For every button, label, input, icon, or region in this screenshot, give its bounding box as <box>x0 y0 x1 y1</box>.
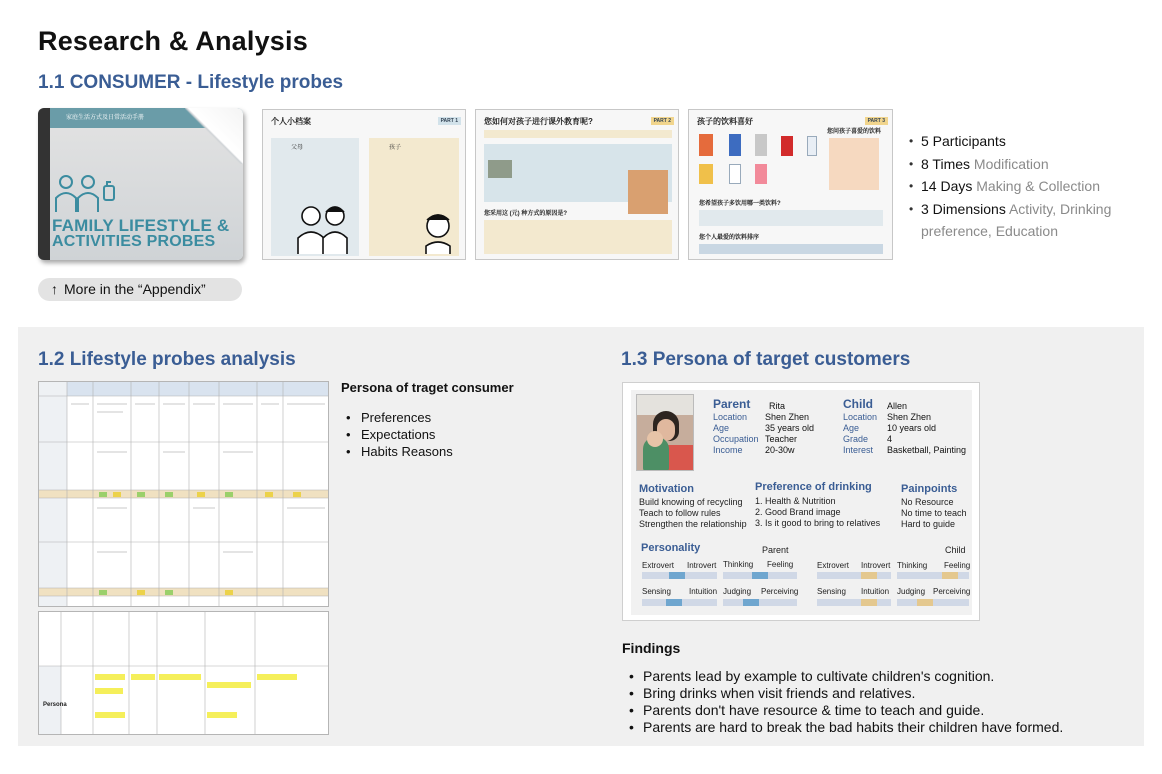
book-title-line1: FAMILY LIFESTYLE & <box>52 216 230 235</box>
page-curl <box>185 108 243 164</box>
parent-label: 父母 <box>291 145 304 151</box>
field-label: Grade <box>843 434 869 444</box>
arrow-up-icon: ↑ <box>51 281 58 297</box>
field-value: 20-30w <box>765 445 795 455</box>
stat-item: • 8 Times Modification <box>909 153 1149 176</box>
drink-water <box>807 136 817 156</box>
probe-stats-list <box>909 130 1149 243</box>
field-value: Basketball, Painting <box>887 445 967 455</box>
field-label: Location <box>843 412 878 422</box>
motivation-line: Teach to follow rules <box>639 508 721 518</box>
page-title: Research & Analysis <box>38 26 308 56</box>
slider-knob <box>861 599 877 606</box>
field-value: Shen Zhen <box>887 412 932 422</box>
question-text: 您问孩子喜爱的饮料 <box>827 129 882 135</box>
trait-right-label: Feeling <box>767 560 794 569</box>
preference-line: 1. Health & Nutrition <box>755 496 836 506</box>
field-label: Age <box>843 423 860 433</box>
trait-left-label: Extrovert <box>817 561 850 570</box>
personality-slider <box>642 599 717 606</box>
field-value: Shen Zhen <box>765 412 810 422</box>
analysis-table-grid <box>39 382 329 607</box>
appendix-link-button[interactable] <box>38 278 242 301</box>
persona-consumer-item: • Habits Reasons <box>346 443 453 460</box>
finding-item: • Parents lead by example to cultivate children's cognition. <box>629 668 1063 685</box>
section-heading-consumer: 1.1 CONSUMER - Lifestyle probes <box>38 72 344 93</box>
painpoint-line: Hard to guide <box>901 519 956 529</box>
drink-probiotic <box>699 164 713 184</box>
slider-knob <box>669 572 685 579</box>
finding-item: • Bring drinks when visit friends and relatives. <box>629 685 1063 702</box>
answer-block <box>699 210 883 226</box>
family-icon <box>52 172 122 214</box>
field-label: Location <box>713 412 748 422</box>
part-tag: PART 2 <box>651 117 674 125</box>
trait-right-label: Intuition <box>861 587 890 596</box>
trait-right-label: Introvert <box>861 561 891 570</box>
section-heading-analysis: 1.2 Lifestyle probes analysis <box>38 349 296 370</box>
trait-left-label: Extrovert <box>642 561 675 570</box>
activity-photo <box>628 170 668 214</box>
preference-line: 3. Is it good to bring to relatives <box>755 518 881 528</box>
drink-soda <box>781 136 793 156</box>
motivation-line: Build knowing of recycling <box>639 497 743 507</box>
trait-right-label: Introvert <box>687 561 717 570</box>
trait-right-label: Perceiving <box>933 587 971 596</box>
personality-child-label: Child <box>945 545 966 555</box>
trait-left-label: Sensing <box>817 587 846 596</box>
slider-knob <box>743 599 759 606</box>
slider-knob <box>752 572 768 579</box>
field-value: 10 years old <box>887 423 937 433</box>
persona-consumer-item: • Preferences <box>346 409 453 426</box>
slider-knob <box>942 572 958 579</box>
drink-juice <box>699 134 713 156</box>
trait-right-label: Feeling <box>944 561 971 570</box>
parent-name: Rita <box>769 401 786 411</box>
persona-card[interactable] <box>622 382 980 621</box>
motivation-line: Strengthen the relationship <box>639 519 747 529</box>
trait-right-label: Perceiving <box>761 587 799 596</box>
child-name: Allen <box>887 401 908 411</box>
field-label: Interest <box>843 445 874 455</box>
field-value: 35 years old <box>765 423 815 433</box>
probe-page-thumbnail-2[interactable] <box>475 109 679 260</box>
probe-book-cover[interactable] <box>38 108 243 260</box>
drink-yogurt <box>755 164 767 184</box>
book-title-line2: ACTIVITIES PROBES <box>52 233 216 250</box>
persona-table-grid <box>39 612 329 735</box>
field-label: Income <box>713 445 743 455</box>
calendar-strip <box>484 130 672 138</box>
part-tag: PART 1 <box>438 117 461 125</box>
analysis-table-thumbnail-1[interactable] <box>38 381 329 607</box>
finding-item: • Parents are hard to break the bad habits their children have formed. <box>629 719 1063 736</box>
ranking-bar <box>699 244 883 254</box>
personality-slider <box>642 572 717 579</box>
personality-parent-label: Parent <box>762 545 789 555</box>
persona-consumer-item: • Expectations <box>346 426 453 443</box>
persona-card-inner <box>631 390 972 615</box>
book-header-text: 家庭生活方式及日常活动手册 <box>66 115 145 121</box>
stat-item: • 5 Participants <box>909 130 1149 153</box>
trait-left-label: Judging <box>897 587 926 596</box>
answer-block <box>829 138 879 190</box>
drink-milk <box>729 164 741 184</box>
finding-item: • Parents don't have resource & time to teach and guide. <box>629 702 1063 719</box>
book-spine <box>38 108 50 260</box>
motivation-heading: Motivation <box>639 483 694 495</box>
painpoints-heading: Painpoints <box>901 483 958 495</box>
trait-left-label: Thinking <box>723 560 754 569</box>
preference-heading: Preference of drinking <box>755 481 872 493</box>
findings-title: Findings <box>622 640 681 656</box>
field-label: Age <box>713 423 730 433</box>
appendix-label: More in the “Appendix” <box>64 281 206 297</box>
trait-left-label: Sensing <box>642 587 671 596</box>
part-tag: PART 3 <box>865 117 888 125</box>
probe-page-title: 您如何对孩子进行课外教育呢? <box>484 117 593 126</box>
answer-block <box>484 220 672 254</box>
child-label: 孩子 <box>389 145 402 151</box>
drink-milk-tea <box>729 134 741 156</box>
question-text: 您希望孩子多饮用哪一类饮料? <box>699 201 781 207</box>
slider-knob <box>666 599 682 606</box>
probe-page-title: 孩子的饮料喜好 <box>697 117 753 126</box>
drink-sports <box>755 134 767 156</box>
persona-row-label: Persona <box>43 702 67 708</box>
field-value: 4 <box>887 434 893 444</box>
findings-list <box>629 668 1063 736</box>
persona-photo <box>636 394 694 471</box>
trait-right-label: Intuition <box>689 587 718 596</box>
personality-slider <box>723 572 797 579</box>
probe-page-thumbnail-1[interactable] <box>262 109 466 260</box>
slider-knob <box>861 572 877 579</box>
section-heading-persona: 1.3 Persona of target customers <box>621 349 911 370</box>
stat-item: • 3 Dimensions Activity, Drinking preference, Education <box>909 198 1149 243</box>
stat-item: • 14 Days Making & Collection <box>909 175 1149 198</box>
personality-slider <box>817 572 891 579</box>
field-value: Teacher <box>765 434 798 444</box>
painpoint-line: No time to teach <box>901 508 967 518</box>
child-heading: Child <box>843 397 873 411</box>
question-text: 您个人最爱的饮料排序 <box>699 235 760 241</box>
probe-page-thumbnail-3[interactable] <box>688 109 893 260</box>
persona-consumer-list <box>346 409 453 460</box>
preference-line: 2. Good Brand image <box>755 507 841 517</box>
persona-consumer-title: Persona of traget consumer <box>341 380 514 395</box>
activity-photo <box>488 160 512 178</box>
slider-knob <box>917 599 933 606</box>
personality-heading: Personality <box>641 542 701 554</box>
personality-slider <box>897 572 969 579</box>
personality-slider <box>897 599 969 606</box>
painpoint-line: No Resource <box>901 497 954 507</box>
parent-illustration-icon <box>293 198 353 254</box>
question-text: 您采用这 (元) 种方式的原因是? <box>484 211 567 217</box>
personality-slider <box>723 599 797 606</box>
probe-page-title: 个人小档案 <box>271 117 311 126</box>
parent-heading: Parent <box>713 397 751 411</box>
analysis-table-thumbnail-2[interactable] <box>38 611 329 735</box>
personality-slider <box>817 599 891 606</box>
child-illustration-icon <box>423 210 453 254</box>
trait-left-label: Judging <box>723 587 752 596</box>
trait-left-label: Thinking <box>897 561 928 570</box>
field-label: Occupation <box>713 434 759 444</box>
